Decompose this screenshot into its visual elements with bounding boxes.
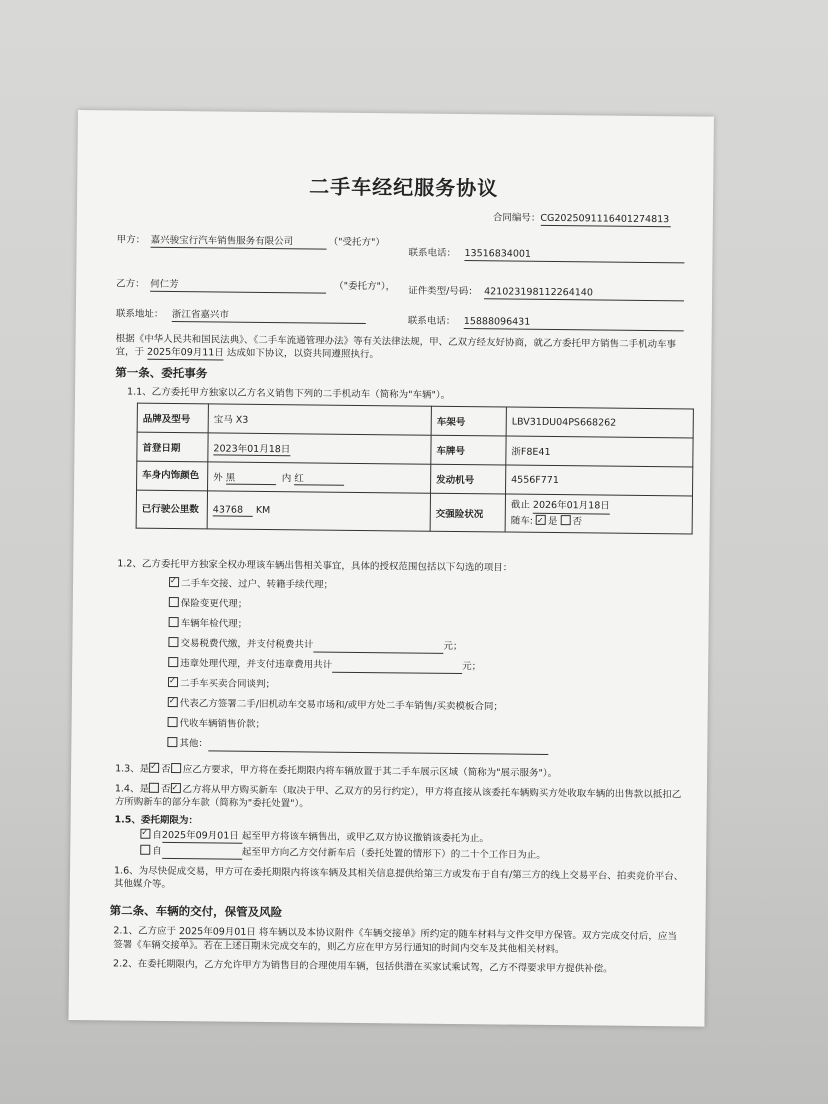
section-2-heading: 第二条、车辆的交付，保管及风险: [109, 903, 283, 920]
table-cell-value: 浙F8E41: [506, 436, 693, 467]
display-no-checkbox[interactable]: [171, 763, 181, 773]
option-item: 其他：: [167, 737, 548, 755]
term-option-2: 自 起至甲方向乙方交付新车后（委托处置的情形下）的二十个工作日为止。: [140, 845, 546, 863]
table-cell-value: 宝马 X3: [208, 404, 431, 435]
option-checkbox[interactable]: [168, 637, 178, 647]
clause-1-4: 1.4、是 否✓ 乙方将从甲方购买新车（取决于甲、乙双方的另行约定），甲方将直接从该委托车辆购买方处收取车辆的出售款以抵扣乙方所购新车的部分车款（简称为"委托处置"）。: [115, 782, 685, 814]
option-item: 车辆年检代理；: [169, 617, 248, 631]
contract-page: [68, 110, 713, 1027]
table-cell-label: 车架号: [431, 406, 506, 436]
table-cell-label: 已行驶公里数: [136, 490, 207, 529]
option-item: 代收车辆销售价款；: [168, 717, 266, 731]
clause-1-5-heading: 1.5、委托期限为：: [114, 814, 198, 827]
table-cell-value: 外 黑 内 红: [208, 462, 431, 493]
option-checkbox[interactable]: [169, 617, 179, 627]
party-b-role: （"委托方"），: [334, 280, 396, 293]
table-cell-value: 43768 KM: [207, 491, 430, 531]
contract-number-value: CG2025091116401274813: [540, 213, 670, 227]
party-a-phone-label: 联系电话：: [408, 247, 457, 259]
option-checkbox[interactable]: [167, 737, 177, 747]
document-title: 二手车经纪服务协议: [309, 174, 499, 201]
option-checkbox[interactable]: [169, 597, 179, 607]
trade-in-no-checkbox[interactable]: [170, 783, 180, 793]
party-b-address-label: 联系地址：: [115, 308, 164, 320]
option-item: ✓代表乙方签署二手/旧机动车交易市场和/或甲方处二手车销售/买卖模板合同；: [168, 697, 503, 714]
vehicle-table: [136, 403, 694, 535]
preamble: 根据《中华人民共和国民法典》、《二手车流通管理办法》等有关法律法规，甲、乙双方经友好协商，就乙方委托甲方销售二手机动车事宜，于 2025年09月11日 达成如下协议，以资共同遵照执行。: [115, 333, 677, 361]
term-checkbox[interactable]: [140, 829, 150, 839]
option-checkbox[interactable]: [168, 697, 178, 707]
party-a-phone: 13516834001: [464, 248, 684, 263]
table-cell-value: LBV31DU04PS668262: [506, 407, 693, 438]
display-yes-checkbox[interactable]: [149, 763, 159, 773]
clause-1-1: 1.1、乙方委托甲方独家以乙方名义销售下列的二手机动车（简称为"车辆"）。: [126, 386, 451, 401]
party-b-phone-label: 联系电话：: [407, 315, 456, 327]
table-cell-label: 品牌及型号: [137, 403, 208, 433]
table-cell-label: 车身内饰颜色: [137, 461, 208, 491]
option-item: ✓二手车买卖合同谈判；: [168, 677, 275, 691]
preamble-date: 2025年09月11日: [146, 346, 224, 359]
party-b-name: 何仁芳: [150, 279, 326, 294]
with-car-yes-checkbox[interactable]: [536, 515, 546, 525]
contract-number-row: [493, 212, 671, 227]
party-a-label: 甲方：: [116, 234, 146, 246]
option-item: 交易税费代缴，并支付税费共计 元；: [168, 637, 462, 654]
option-item: 保险变更代理；: [169, 597, 248, 611]
term-checkbox[interactable]: [140, 845, 150, 855]
option-item: ✓二手车交接、过户、转籍手续代理；: [169, 577, 333, 592]
clause-2-1: 2.1、乙方应于 2025年09月01日 将车辆以及本协议附件《车辆交接单》所约定的随车材料与文件交甲方保管。双方完成交付后，应当签署《车辆交接单》。若在上述日期未完成交车的，则乙方应在甲方另行通知的时间内交车及其他相关材料。: [113, 925, 677, 956]
clause-1-6: 1.6、为尽快促成交易，甲方可在委托期限内将该车辆及其相关信息提供给第三方或发布于自有/第三方的线上交易平台、拍卖竞价平台、其他媒介等。: [113, 865, 684, 891]
party-a-role: （"受托方"）: [328, 236, 385, 249]
table-cell-label: 发动机号: [431, 464, 506, 494]
table-cell-label: 车牌号: [431, 435, 506, 465]
trade-in-yes-checkbox[interactable]: [149, 783, 159, 793]
party-a-name: 嘉兴骏宝行汽车销售服务有限公司: [151, 235, 327, 250]
with-car-no-checkbox[interactable]: [560, 515, 570, 525]
clause-1-3: 1.3、是✓ 否 应乙方要求，甲方将在委托期限内将车辆放置于其二手车展示区域（简称为"展示服务"）。: [115, 762, 557, 780]
table-cell-value: 2023年01月18日: [208, 433, 431, 464]
table-cell-value: 4556F771: [506, 465, 693, 496]
table-cell-value: 截止 2026年01月18日 随车: ✓ 是 否: [505, 494, 692, 534]
clause-1-2: 1.2、乙方委托甲方独家全权办理该车辆出售相关事宜，具体的授权范围包括以下勾选的项目：: [117, 558, 513, 574]
option-checkbox[interactable]: [169, 577, 179, 587]
term-option-1: ✓自2025年09月01日 起至甲方将该车辆售出，或甲乙双方协议撤销该委托为止。: [140, 829, 489, 847]
clause-2-2: 2.2、在委托期限内，乙方允许甲方为销售目的合理使用车辆，包括供潜在买家试乘试驾，乙方不得要求甲方提供补偿。: [113, 958, 613, 975]
option-item: 违章处理代理，并支付违章费用共计 元；: [168, 657, 481, 674]
party-b-label: 乙方：: [116, 278, 145, 290]
option-checkbox[interactable]: [168, 657, 178, 667]
party-b-id-label: 证件类型/号码：: [408, 285, 478, 298]
party-b-phone: 15888096431: [464, 316, 684, 331]
option-checkbox[interactable]: [168, 717, 178, 727]
section-1-heading: 第一条、委托事务: [115, 365, 208, 381]
table-cell-label: 交强险状况: [430, 493, 505, 532]
table-row: [136, 490, 692, 534]
contract-number-label: 合同编号：: [492, 212, 541, 224]
option-checkbox[interactable]: [168, 677, 178, 687]
party-b-id: 421023198112264140: [484, 286, 684, 301]
party-b-address: 浙江省嘉兴市: [172, 309, 366, 324]
table-cell-label: 首登日期: [137, 432, 208, 462]
